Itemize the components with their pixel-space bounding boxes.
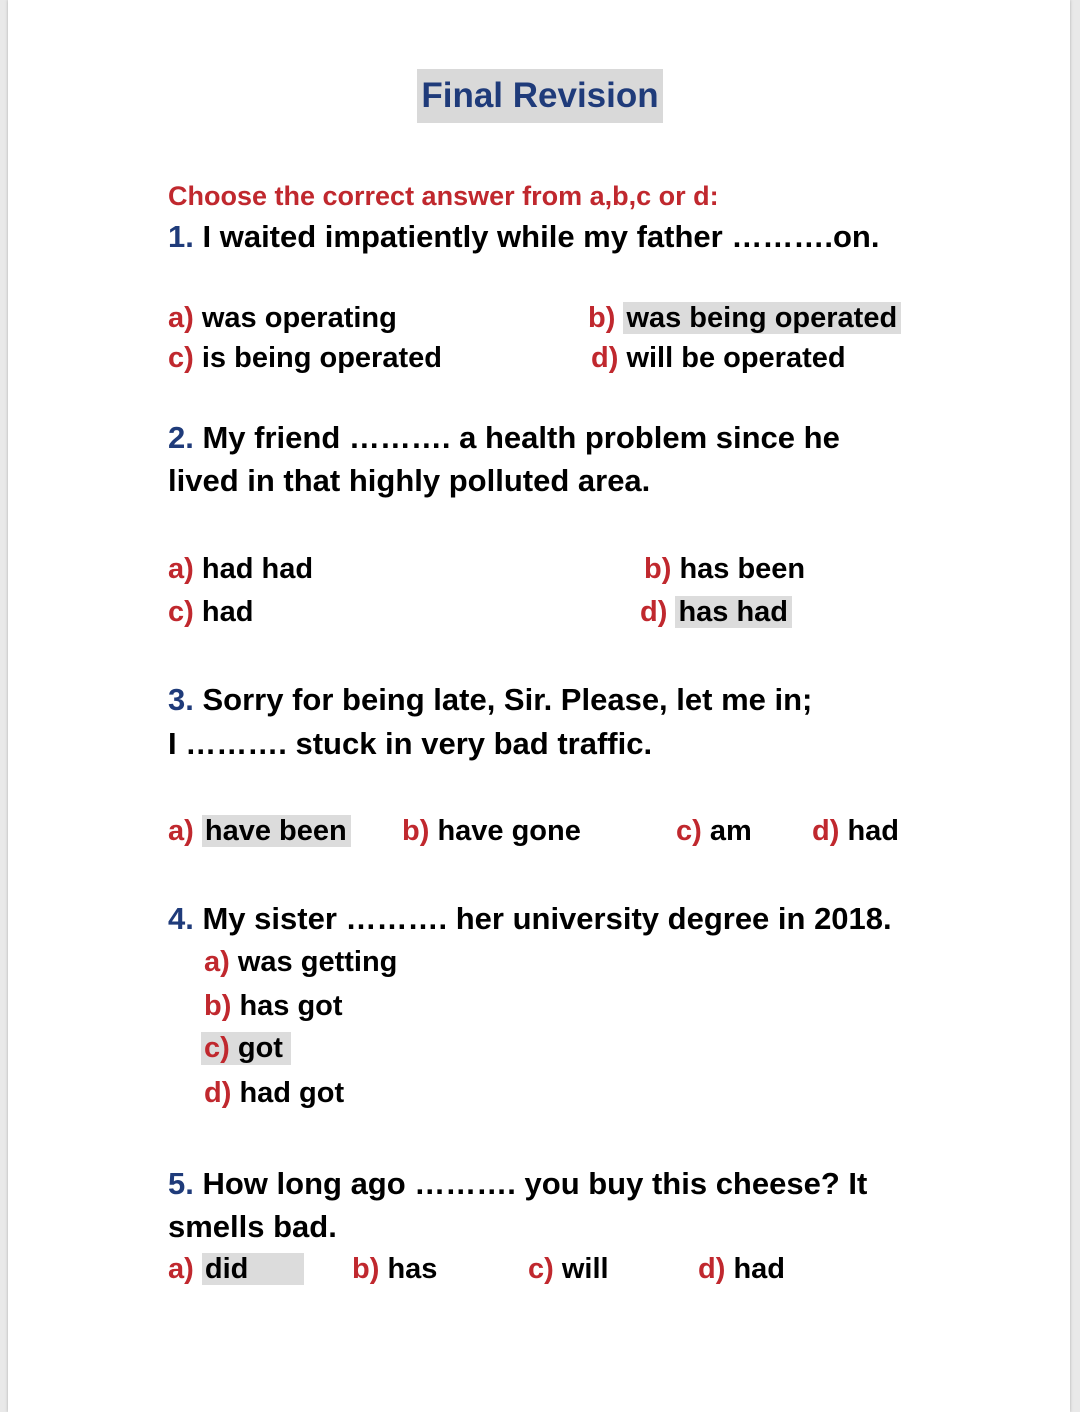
highlighted-answer: was being operated: [623, 302, 901, 334]
question-1-number: 1.: [168, 219, 194, 254]
question-5-line-2: smells bad.: [168, 1209, 337, 1244]
option-2a: a) had had: [168, 553, 314, 585]
option-2c: c) had: [168, 596, 254, 628]
question-2: [168, 420, 840, 456]
question-3-number: 3.: [168, 682, 194, 717]
option-1b: b) was being operated: [588, 302, 901, 335]
option-1a: a) was operating: [168, 302, 397, 334]
page-title: Final Revision: [417, 69, 663, 123]
option-3c: c) am: [676, 815, 752, 847]
option-5b: b) has: [352, 1253, 438, 1285]
question-3-text: Sorry for being late, Sir. Please, let me in;: [202, 682, 813, 717]
question-2-line-2: lived in that highly polluted area.: [168, 463, 651, 498]
question-3-line-2: I ………. stuck in very bad traffic.: [168, 726, 653, 761]
instruction: Choose the correct answer from a,b,c or d:: [168, 181, 719, 211]
question-2-number: 2.: [168, 420, 194, 455]
option-4a: a) was getting: [204, 946, 398, 978]
option-5a: a) did: [168, 1253, 304, 1286]
option-3a: a) have been: [168, 815, 351, 848]
option-2b: b) has been: [644, 553, 806, 585]
option-3d: d) had: [812, 815, 899, 847]
document-page: [8, 0, 1070, 1412]
option-5c: c) will: [528, 1253, 609, 1285]
highlighted-answer: has had: [675, 596, 792, 628]
highlighted-answer: have been: [202, 815, 351, 847]
option-1d: d) will be operated: [591, 342, 846, 374]
option-4b: b) has got: [204, 990, 343, 1022]
option-5d: d) had: [698, 1253, 785, 1285]
question-4-text: My sister ………. her university degree in 2018.: [202, 901, 892, 936]
question-5-number: 5.: [168, 1166, 194, 1201]
question-1-text: I waited impatiently while my father ……….on.: [202, 219, 880, 254]
option-4c: c) got: [201, 1032, 291, 1065]
option-2d: d) has had: [640, 596, 792, 629]
question-5-text: How long ago ………. you buy this cheese? It: [202, 1166, 868, 1201]
option-4d: d) had got: [204, 1077, 345, 1109]
question-3: [168, 682, 812, 718]
question-5: [168, 1166, 867, 1202]
highlighted-answer: did: [202, 1253, 305, 1285]
question-4: [168, 901, 892, 937]
option-1c: c) is being operated: [168, 342, 442, 374]
highlighted-answer: got: [237, 1032, 283, 1064]
option-3b: b) have gone: [402, 815, 581, 847]
question-1: [168, 219, 879, 255]
question-2-text: My friend ………. a health problem since he: [202, 420, 840, 455]
question-4-number: 4.: [168, 901, 194, 936]
